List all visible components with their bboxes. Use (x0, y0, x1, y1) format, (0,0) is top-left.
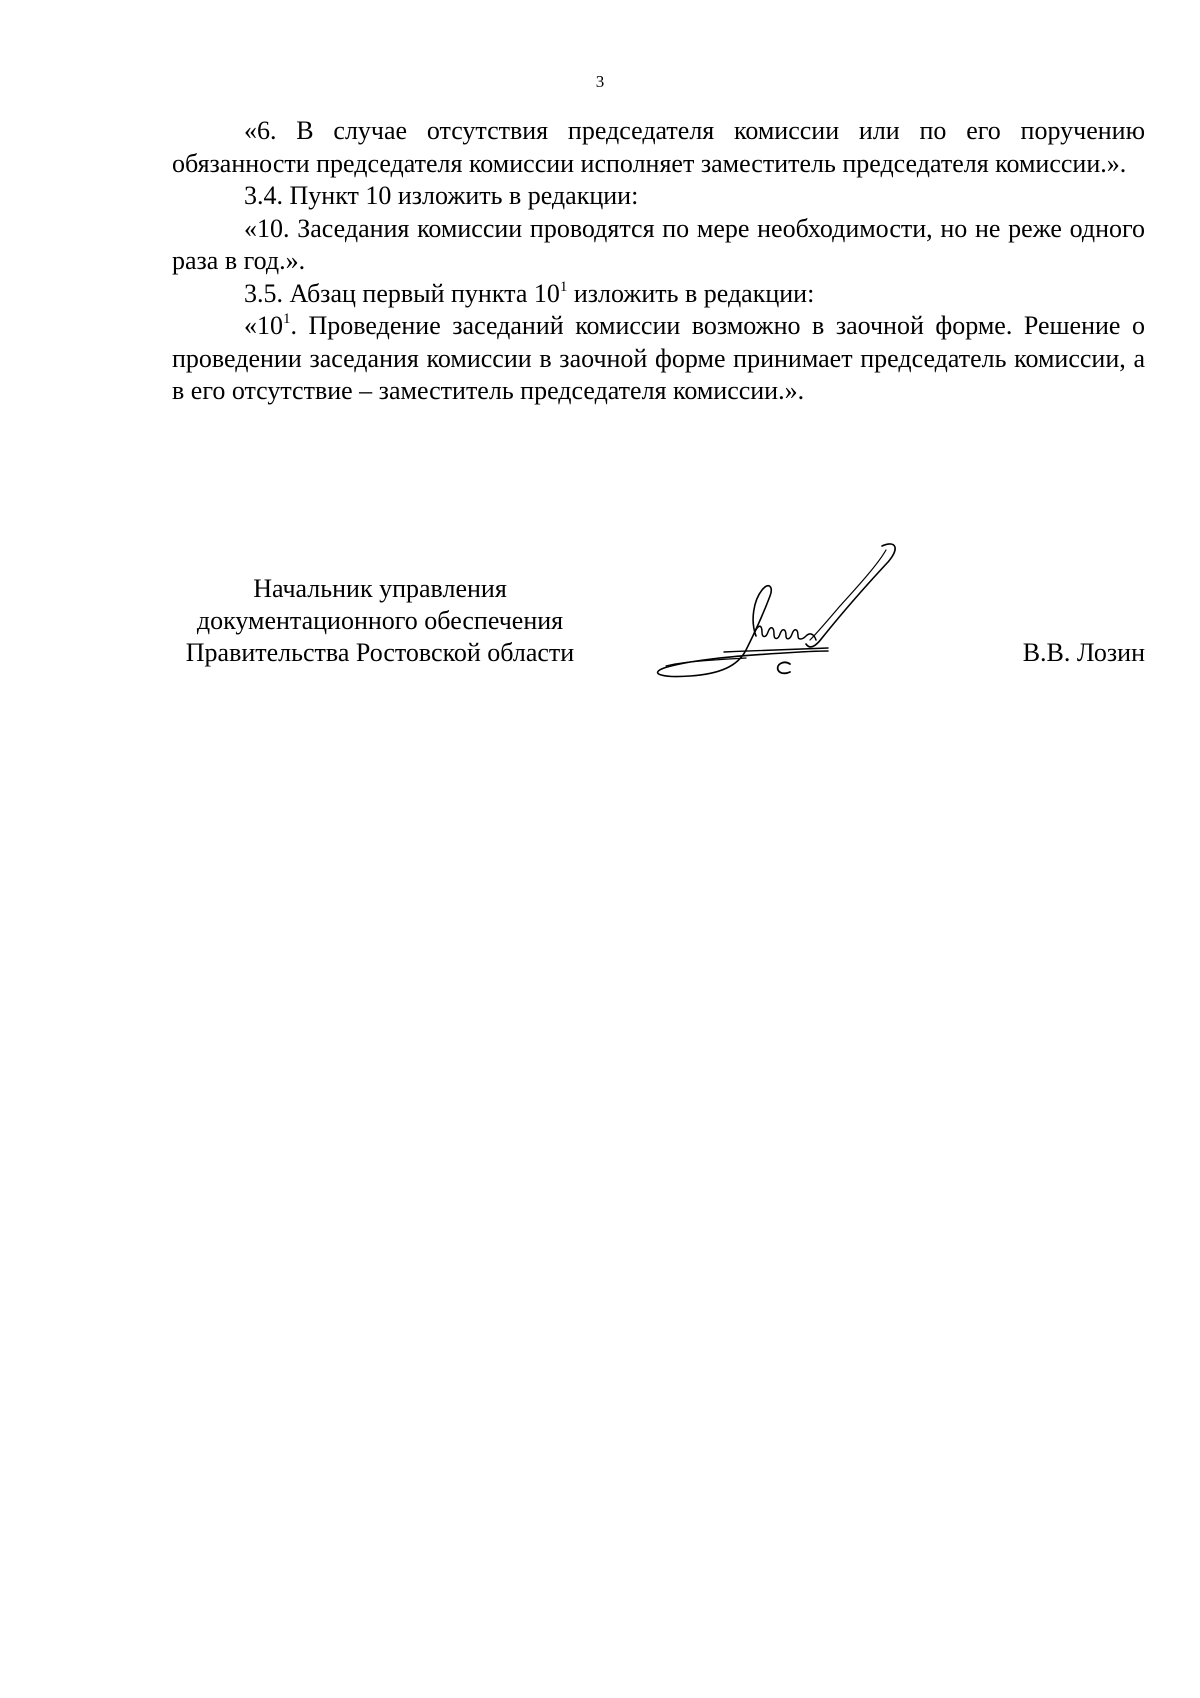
signer-position-line: документационного обеспечения (196, 606, 564, 635)
signer-position-line: Правительства Ростовской области (185, 638, 575, 667)
page-number: 3 (595, 72, 605, 91)
signer-position-line: Начальник управления (253, 574, 507, 603)
paragraph-clause-6: «6. В случае отсутствия председателя комиссии или по его поручению обязанности председателя комиссии исполняет заместитель председателя комиссии.». (172, 116, 1145, 178)
handwritten-signature-icon (650, 540, 980, 690)
superscript: 1 (283, 311, 291, 327)
paragraph-item-3-4: 3.4. Пункт 10 изложить в редакции: (244, 181, 639, 210)
signer-position (160, 573, 600, 669)
document-body (172, 115, 1145, 408)
signer-name: В.В. Лозин (1022, 638, 1145, 667)
paragraph-text: «10 (244, 311, 283, 340)
paragraph-text: . Проведение заседаний комиссии возможно в заочной форме. Решение о проведении заседания комиссии в заочной форме принимает председатель комиссии, а в его отсутствие – заместитель председателя комиссии.». (172, 311, 1145, 405)
paragraph-item-3-5 (172, 278, 1145, 311)
paragraph-clause-10-1 (172, 310, 1145, 408)
paragraph-clause-10: «10. Заседания комиссии проводятся по мере необходимости, но не реже одного раза в год.». (172, 213, 1145, 275)
paragraph-text: 3.5. Абзац первый пункта 10 (244, 278, 560, 308)
paragraph-text: изложить в редакции: (567, 278, 815, 308)
superscript: 1 (559, 278, 568, 295)
